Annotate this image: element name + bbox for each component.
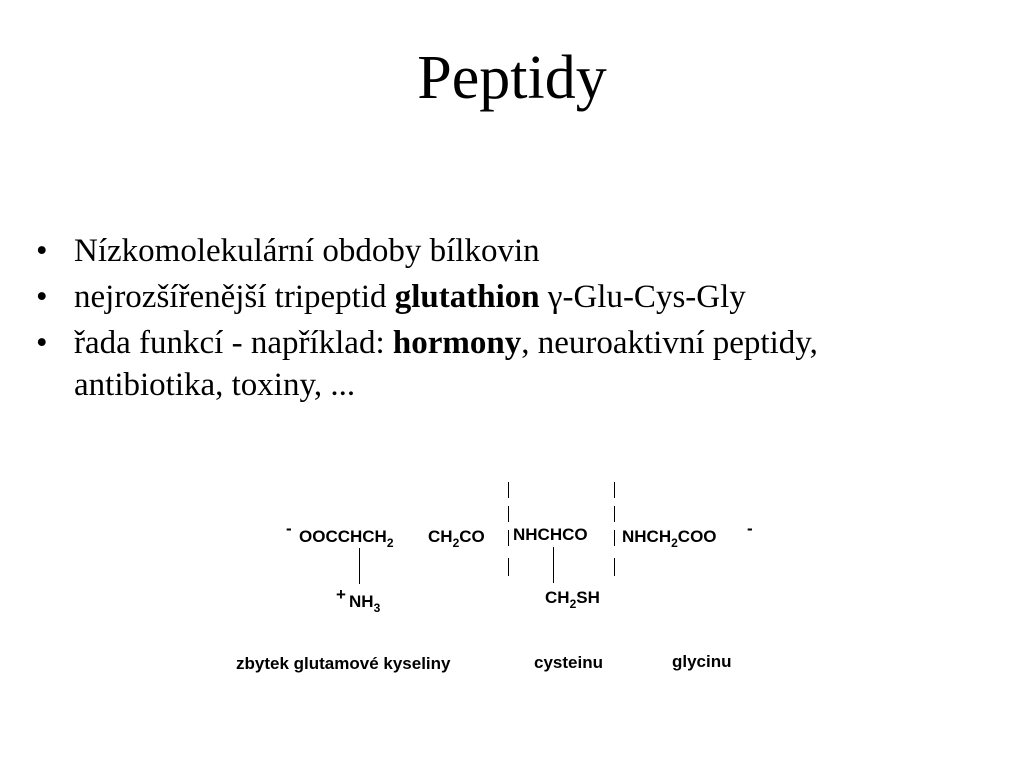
residue-separator-line — [508, 558, 509, 576]
label-glutamate-residue: zbytek glutamové kyseliny — [236, 654, 451, 673]
residue-separator-line — [614, 530, 615, 546]
residue-separator-line — [508, 506, 509, 522]
residue-separator-line — [614, 506, 615, 522]
formula-cysteine-backbone: NHCHCO — [513, 525, 588, 544]
label-glycine-residue: glycinu — [672, 652, 732, 671]
formula-glycine: $NHCH_2COO$ — [622, 527, 717, 550]
bullet-bold-term: glutathion — [394, 279, 540, 315]
residue-separator-line — [508, 530, 509, 546]
bullet-text: Nízkomolekulární obdoby bílkovin — [74, 233, 540, 269]
residue-separator-line — [508, 482, 509, 498]
bond-line — [359, 548, 360, 584]
formula-glu-chain: $OOCCHCH_2$ — [299, 527, 394, 550]
bullet-text-continuation: antibiotika, toxiny, ... — [74, 367, 356, 403]
bullet-dot-icon: • — [36, 325, 48, 361]
bond-line — [553, 547, 554, 583]
bullet-text: řada funkcí - například: — [74, 325, 393, 361]
residue-separator-line — [614, 558, 615, 576]
bullet-dot-icon: • — [36, 279, 48, 315]
bullet-bold-term: hormony — [392, 325, 522, 361]
bullet-dot-icon: • — [36, 233, 48, 269]
terminal-minus-charge: - — [747, 519, 753, 538]
bullet-text-tail: γ-Glu-Cys-Gly — [539, 279, 746, 315]
ammonium-plus-charge: + — [336, 585, 346, 604]
label-cysteine-residue: cysteinu — [534, 653, 603, 672]
bullet-text: nejrozšířenější tripeptid — [74, 279, 395, 315]
residue-separator-line — [614, 482, 615, 498]
slide-title: Peptidy — [417, 44, 607, 112]
bullet-text-tail: , neuroaktivní peptidy, — [521, 325, 818, 361]
carboxylate-minus-charge: - — [286, 519, 292, 538]
formula-thiol-side-chain: $CH_2SH$ — [545, 588, 600, 611]
formula-ammonium: $NH_3$ — [349, 592, 381, 615]
formula-glu-side-chain: $CH_2CO$ — [428, 527, 485, 550]
